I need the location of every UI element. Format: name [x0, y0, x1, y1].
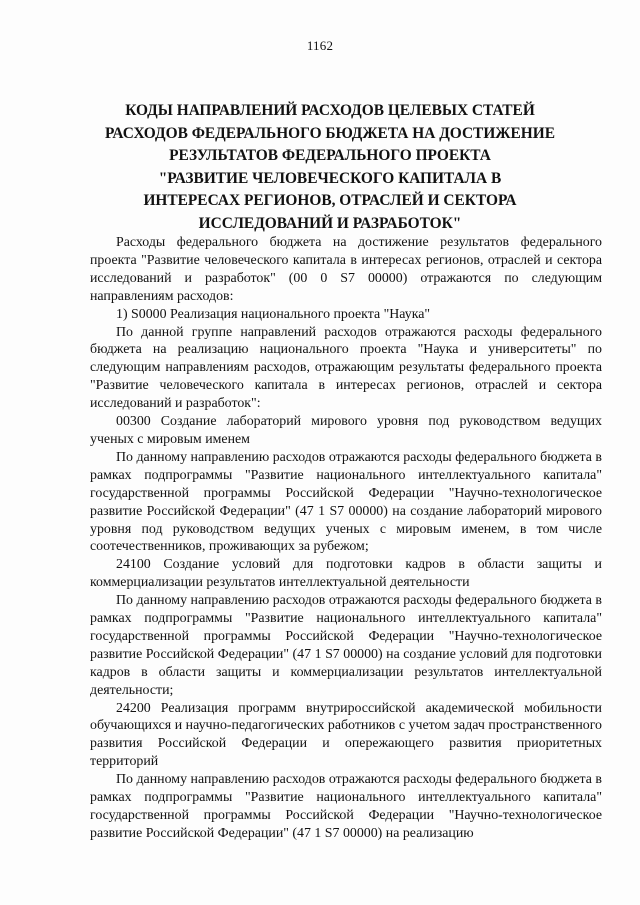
expense-code-heading: 24100 Создание условий для подготовки кадров в области защиты и коммерциализации результатов интеллектуальной деятельности — [90, 557, 602, 591]
paragraph: По данной группе направлений расходов отражаются расходы федерального бюджета на реализацию национального проекта "Наука и университеты" по следующим направлениям расходов, отражающим результаты федерального проекта "Развитие человеческого капитала в интересах регионов, отраслей и сектора исследований и разработок": — [90, 324, 602, 412]
expense-code-heading: 00300 Создание лабораторий мирового уровня под руководством ведущих ученых с мировым именем — [90, 414, 602, 447]
list-item-heading: 1) S0000 Реализация национального проекта "Наука" — [116, 306, 431, 322]
paragraph: По данному направлению расходов отражаются расходы федерального бюджета в рамках подпрограммы "Развитие национального интеллектуального капитала" государственной программы Российской Федерации "Научно-технологическое развитие Российской Федерации" (47 1 S7 00000) на создание условий для подготовки кадров в области защиты и коммерциализации результатов интеллектуальной деятельности; — [90, 593, 602, 698]
title-line: ИССЛЕДОВАНИЙ И РАЗРАБОТОК" — [198, 214, 462, 232]
title-line: КОДЫ НАПРАВЛЕНИЙ РАСХОДОВ ЦЕЛЕВЫХ СТАТЕЙ — [125, 102, 535, 119]
title-line: РЕЗУЛЬТАТОВ ФЕДЕРАЛЬНОГО ПРОЕКТА — [169, 147, 491, 165]
title-line: "РАЗВИТИЕ ЧЕЛОВЕЧЕСКОГО КАПИТАЛА В — [158, 169, 502, 187]
intro-paragraph: Расходы федерального бюджета на достижение результатов федерального проекта "Развитие человеческого капитала в интересах регионов, отраслей и сектора исследований и разработок" (00 0 S7 00000) отражаются по следующим направлениям расходов: — [90, 235, 602, 304]
title-line: ИНТЕРЕСАХ РЕГИОНОВ, ОТРАСЛЕЙ И СЕКТОРА — [143, 192, 517, 210]
expense-code-heading: 24200 Реализация программ внутрироссийской академической мобильности обучающихся и научно-педагогических работников с учетом задач пространственного развития Российской Федерации и опережающего развития приоритетных территорий — [90, 700, 602, 770]
title-line: РАСХОДОВ ФЕДЕРАЛЬНОГО БЮДЖЕТА НА ДОСТИЖЕНИЕ — [104, 124, 555, 142]
paragraph: По данному направлению расходов отражаются расходы федерального бюджета в рамках подпрограммы "Развитие национального интеллектуального капитала" государственной программы Российской Федерации "Научно-технологическое развитие Российской Федерации" (47 1 S7 00000) на создание лабораторий мирового уровня под руководством ведущих ученых с мировым именем, в том числе соотечественников, проживающих за рубежом; — [90, 449, 602, 555]
paragraph: По данному направлению расходов отражаются расходы федерального бюджета в рамках подпрограммы "Развитие национального интеллектуального капитала" государственной программы Российской Федерации "Научно-технологическое развитие Российской Федерации" (47 1 S7 00000) на реализацию — [90, 772, 602, 841]
document-body — [90, 234, 602, 843]
document-title — [100, 100, 560, 236]
page-number: 1162 — [306, 38, 334, 53]
